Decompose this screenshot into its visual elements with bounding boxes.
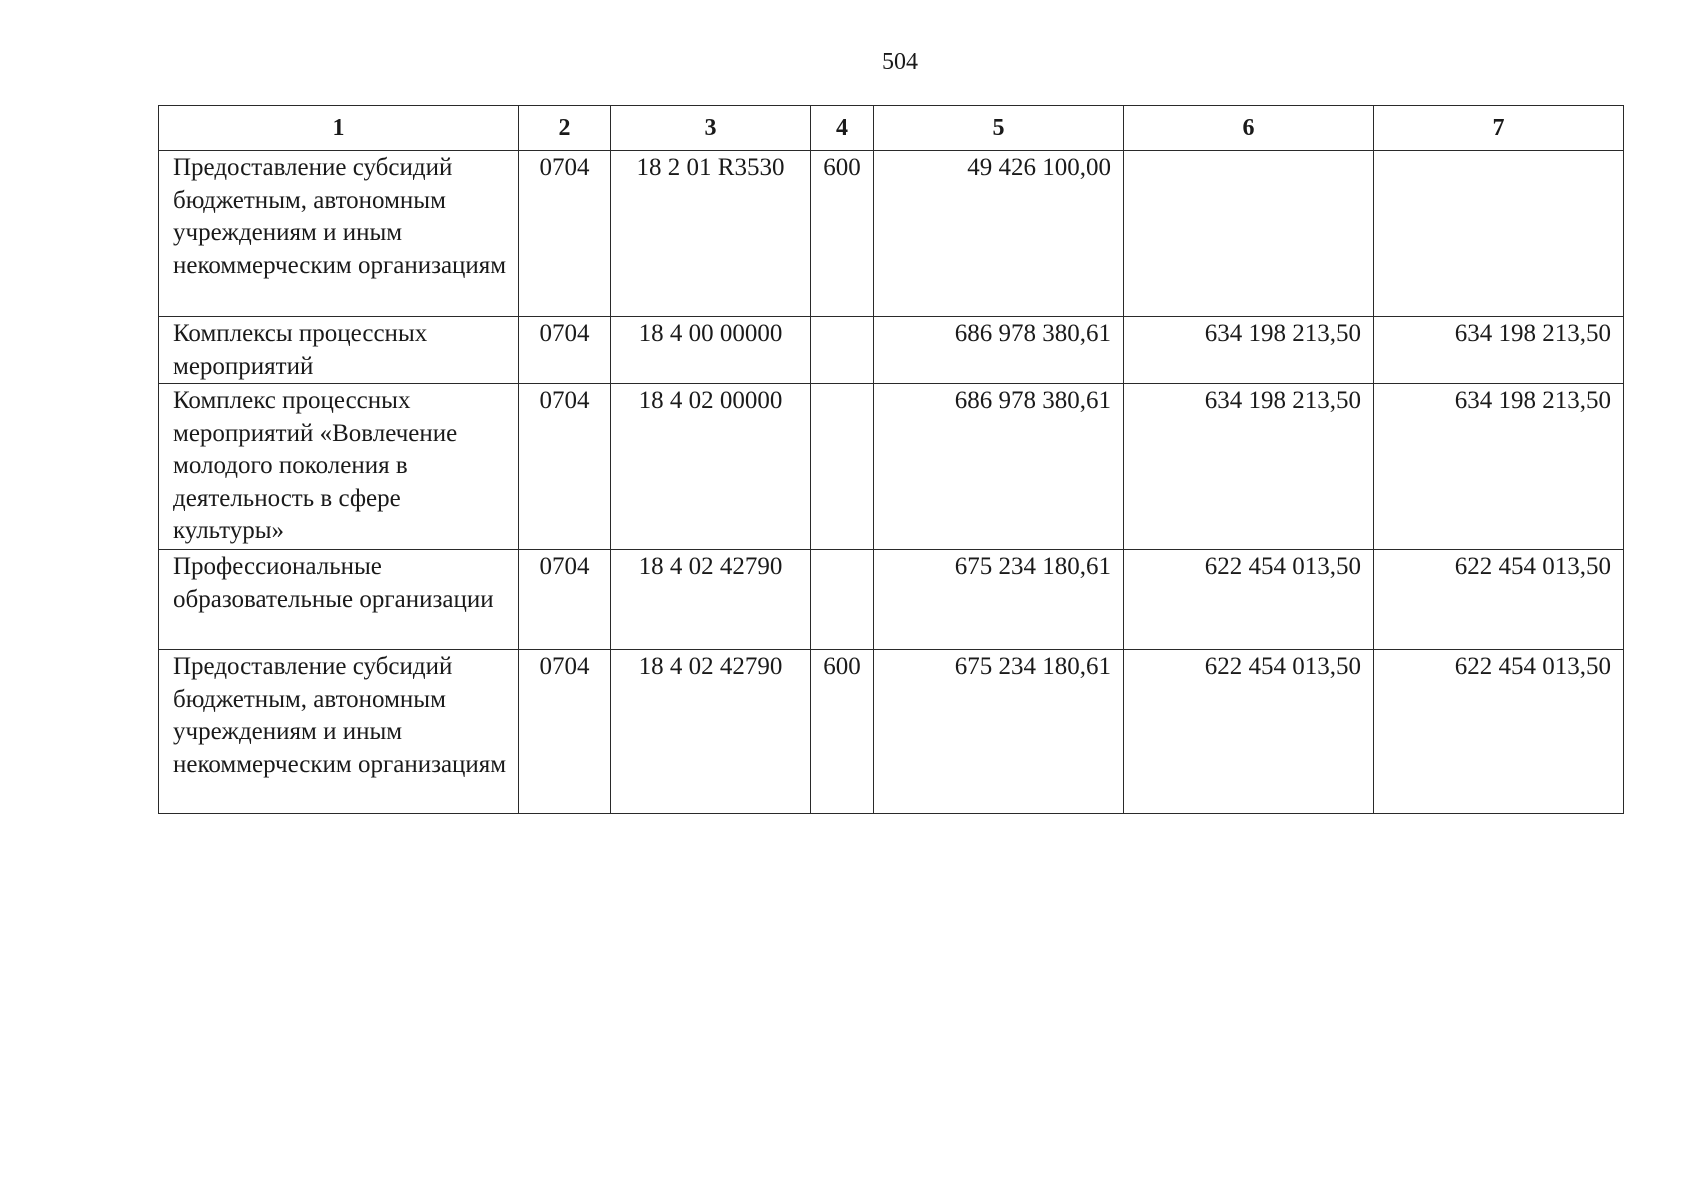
cell-amount-2: 634 198 213,50 xyxy=(1124,317,1374,384)
cell-name: Предоставление субсидий бюджетным, автономным учреждениям и иным некоммерческим организациям xyxy=(159,650,519,814)
cell-amount-2: 622 454 013,50 xyxy=(1124,650,1374,814)
cell-section: 0704 xyxy=(519,151,611,317)
cell-target: 18 4 02 42790 xyxy=(611,550,811,650)
cell-amount-2: 622 454 013,50 xyxy=(1124,550,1374,650)
cell-target: 18 4 02 42790 xyxy=(611,650,811,814)
header-col-6: 6 xyxy=(1124,106,1374,151)
cell-kind xyxy=(811,384,874,550)
budget-table xyxy=(158,105,1624,814)
cell-target: 18 2 01 R3530 xyxy=(611,151,811,317)
cell-amount-2: 634 198 213,50 xyxy=(1124,384,1374,550)
header-col-3: 3 xyxy=(611,106,811,151)
table-body xyxy=(159,151,1624,814)
header-col-5: 5 xyxy=(874,106,1124,151)
table-header xyxy=(159,106,1624,151)
cell-name: Комплексы процессных мероприятий xyxy=(159,317,519,384)
cell-kind xyxy=(811,317,874,384)
header-col-2: 2 xyxy=(519,106,611,151)
cell-section: 0704 xyxy=(519,650,611,814)
cell-name: Комплекс процессных мероприятий «Вовлечение молодого поколения в деятельность в сфере культуры» xyxy=(159,384,519,550)
cell-amount-1: 686 978 380,61 xyxy=(874,384,1124,550)
cell-amount-3: 634 198 213,50 xyxy=(1374,384,1624,550)
table-row xyxy=(159,151,1624,317)
page-number: 504 xyxy=(882,49,918,75)
cell-section: 0704 xyxy=(519,317,611,384)
cell-amount-3: 622 454 013,50 xyxy=(1374,650,1624,814)
cell-kind xyxy=(811,550,874,650)
cell-target: 18 4 02 00000 xyxy=(611,384,811,550)
table-row xyxy=(159,650,1624,814)
cell-amount-3: 634 198 213,50 xyxy=(1374,317,1624,384)
header-col-4: 4 xyxy=(811,106,874,151)
cell-amount-1: 686 978 380,61 xyxy=(874,317,1124,384)
cell-amount-2 xyxy=(1124,151,1374,317)
header-row xyxy=(159,106,1624,151)
cell-amount-3 xyxy=(1374,151,1624,317)
table-row xyxy=(159,550,1624,650)
header-col-7: 7 xyxy=(1374,106,1624,151)
cell-section: 0704 xyxy=(519,384,611,550)
cell-amount-1: 675 234 180,61 xyxy=(874,550,1124,650)
cell-section: 0704 xyxy=(519,550,611,650)
cell-amount-1: 49 426 100,00 xyxy=(874,151,1124,317)
cell-kind: 600 xyxy=(811,151,874,317)
header-col-1: 1 xyxy=(159,106,519,151)
table-row xyxy=(159,317,1624,384)
cell-kind: 600 xyxy=(811,650,874,814)
table-row xyxy=(159,384,1624,550)
cell-target: 18 4 00 00000 xyxy=(611,317,811,384)
cell-name: Профессиональные образовательные организации xyxy=(159,550,519,650)
cell-amount-3: 622 454 013,50 xyxy=(1374,550,1624,650)
cell-name: Предоставление субсидий бюджетным, автономным учреждениям и иным некоммерческим организациям xyxy=(159,151,519,317)
cell-amount-1: 675 234 180,61 xyxy=(874,650,1124,814)
